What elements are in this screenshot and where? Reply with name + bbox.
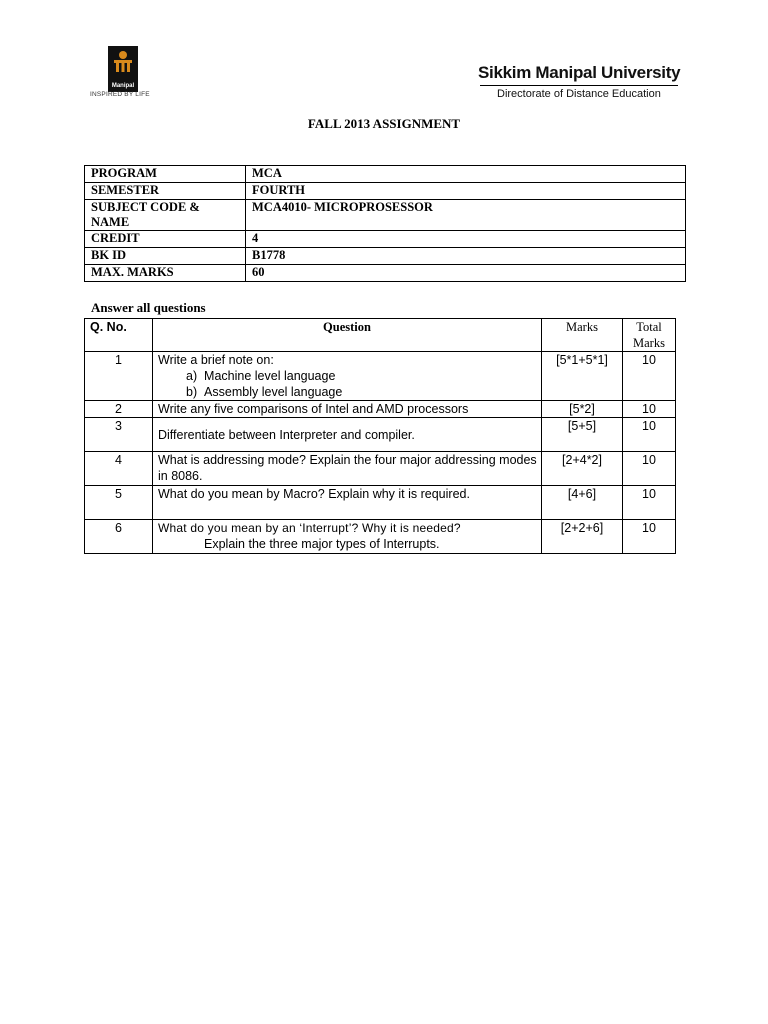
total-marks-cell: 10: [623, 486, 676, 520]
total-marks-cell: 10: [623, 452, 676, 486]
qno-cell: 1: [85, 352, 153, 401]
info-row: [85, 231, 686, 248]
marks-cell: [2+4*2]: [542, 452, 623, 486]
question-text-continued: Explain the three major types of Interrupts.: [204, 537, 440, 551]
table-row: [85, 452, 676, 486]
question-text: What do you mean by an ‘Interrupt’? Why it is needed?: [158, 521, 461, 535]
info-key: SEMESTER: [85, 183, 246, 200]
info-key: PROGRAM: [85, 166, 246, 183]
total-marks-cell: 10: [623, 352, 676, 401]
info-key: BK ID: [85, 248, 246, 265]
info-row: [85, 265, 686, 282]
question-cell: [153, 352, 542, 401]
table-row: [85, 401, 676, 418]
question-cell: [153, 520, 542, 554]
info-key: SUBJECT CODE & NAME: [85, 200, 246, 231]
question-subitem: b) Assembly level language: [186, 385, 343, 399]
table-row: [85, 352, 676, 401]
header-rule: [480, 85, 678, 86]
info-row: [85, 248, 686, 265]
info-value: 60: [246, 265, 686, 282]
info-value: MCA: [246, 166, 686, 183]
marks-cell: [5+5]: [542, 418, 623, 452]
marks-cell: [5*2]: [542, 401, 623, 418]
qno-cell: 5: [85, 486, 153, 520]
logo-word: Manipal: [111, 83, 135, 89]
instructions: Answer all questions: [91, 300, 206, 315]
table-row: [85, 520, 676, 554]
info-row: [85, 166, 686, 183]
header-total-marks: Total Marks: [623, 319, 676, 352]
info-key: MAX. MARKS: [85, 265, 246, 282]
total-marks-cell: 10: [623, 401, 676, 418]
question-cell: What do you mean by Macro? Explain why it is required.: [153, 486, 542, 520]
table-row: [85, 418, 676, 452]
manipal-emblem-icon: [112, 50, 134, 74]
university-name: Sikkim Manipal University: [478, 63, 681, 82]
info-value: FOURTH: [246, 183, 686, 200]
header-question: Question: [153, 319, 542, 352]
info-value: 4: [246, 231, 686, 248]
question-cell: Differentiate between Interpreter and compiler.: [153, 418, 542, 452]
info-key: CREDIT: [85, 231, 246, 248]
table-header-row: [85, 319, 676, 352]
info-row: [85, 200, 686, 231]
info-row: [85, 183, 686, 200]
total-marks-cell: 10: [623, 520, 676, 554]
marks-cell: [2+2+6]: [542, 520, 623, 554]
marks-cell: [5*1+5*1]: [542, 352, 623, 401]
question-cell: What is addressing mode? Explain the four major addressing modes in 8086.: [153, 452, 542, 486]
question-subitem: a) Machine level language: [186, 369, 336, 383]
table-row: [85, 486, 676, 520]
question-cell: Write any five comparisons of Intel and AMD processors: [153, 401, 542, 418]
marks-cell: [4+6]: [542, 486, 623, 520]
directorate-name: Directorate of Distance Education: [497, 88, 661, 100]
qno-cell: 4: [85, 452, 153, 486]
questions-table: [84, 318, 676, 554]
question-text: Write a brief note on:: [158, 353, 274, 367]
manipal-logo: [108, 46, 138, 92]
page-title: FALL 2013 ASSIGNMENT: [307, 116, 461, 131]
assignment-info-table: [84, 165, 686, 282]
header-qno: Q. No.: [85, 319, 153, 352]
total-marks-cell: 10: [623, 418, 676, 452]
info-value: MCA4010- MICROPROSESSOR: [246, 200, 686, 231]
qno-cell: 3: [85, 418, 153, 452]
qno-cell: 2: [85, 401, 153, 418]
info-value: B1778: [246, 248, 686, 265]
header-marks: Marks: [542, 319, 623, 352]
logo-tagline: INSPIRED BY LIFE: [90, 91, 150, 98]
qno-cell: 6: [85, 520, 153, 554]
